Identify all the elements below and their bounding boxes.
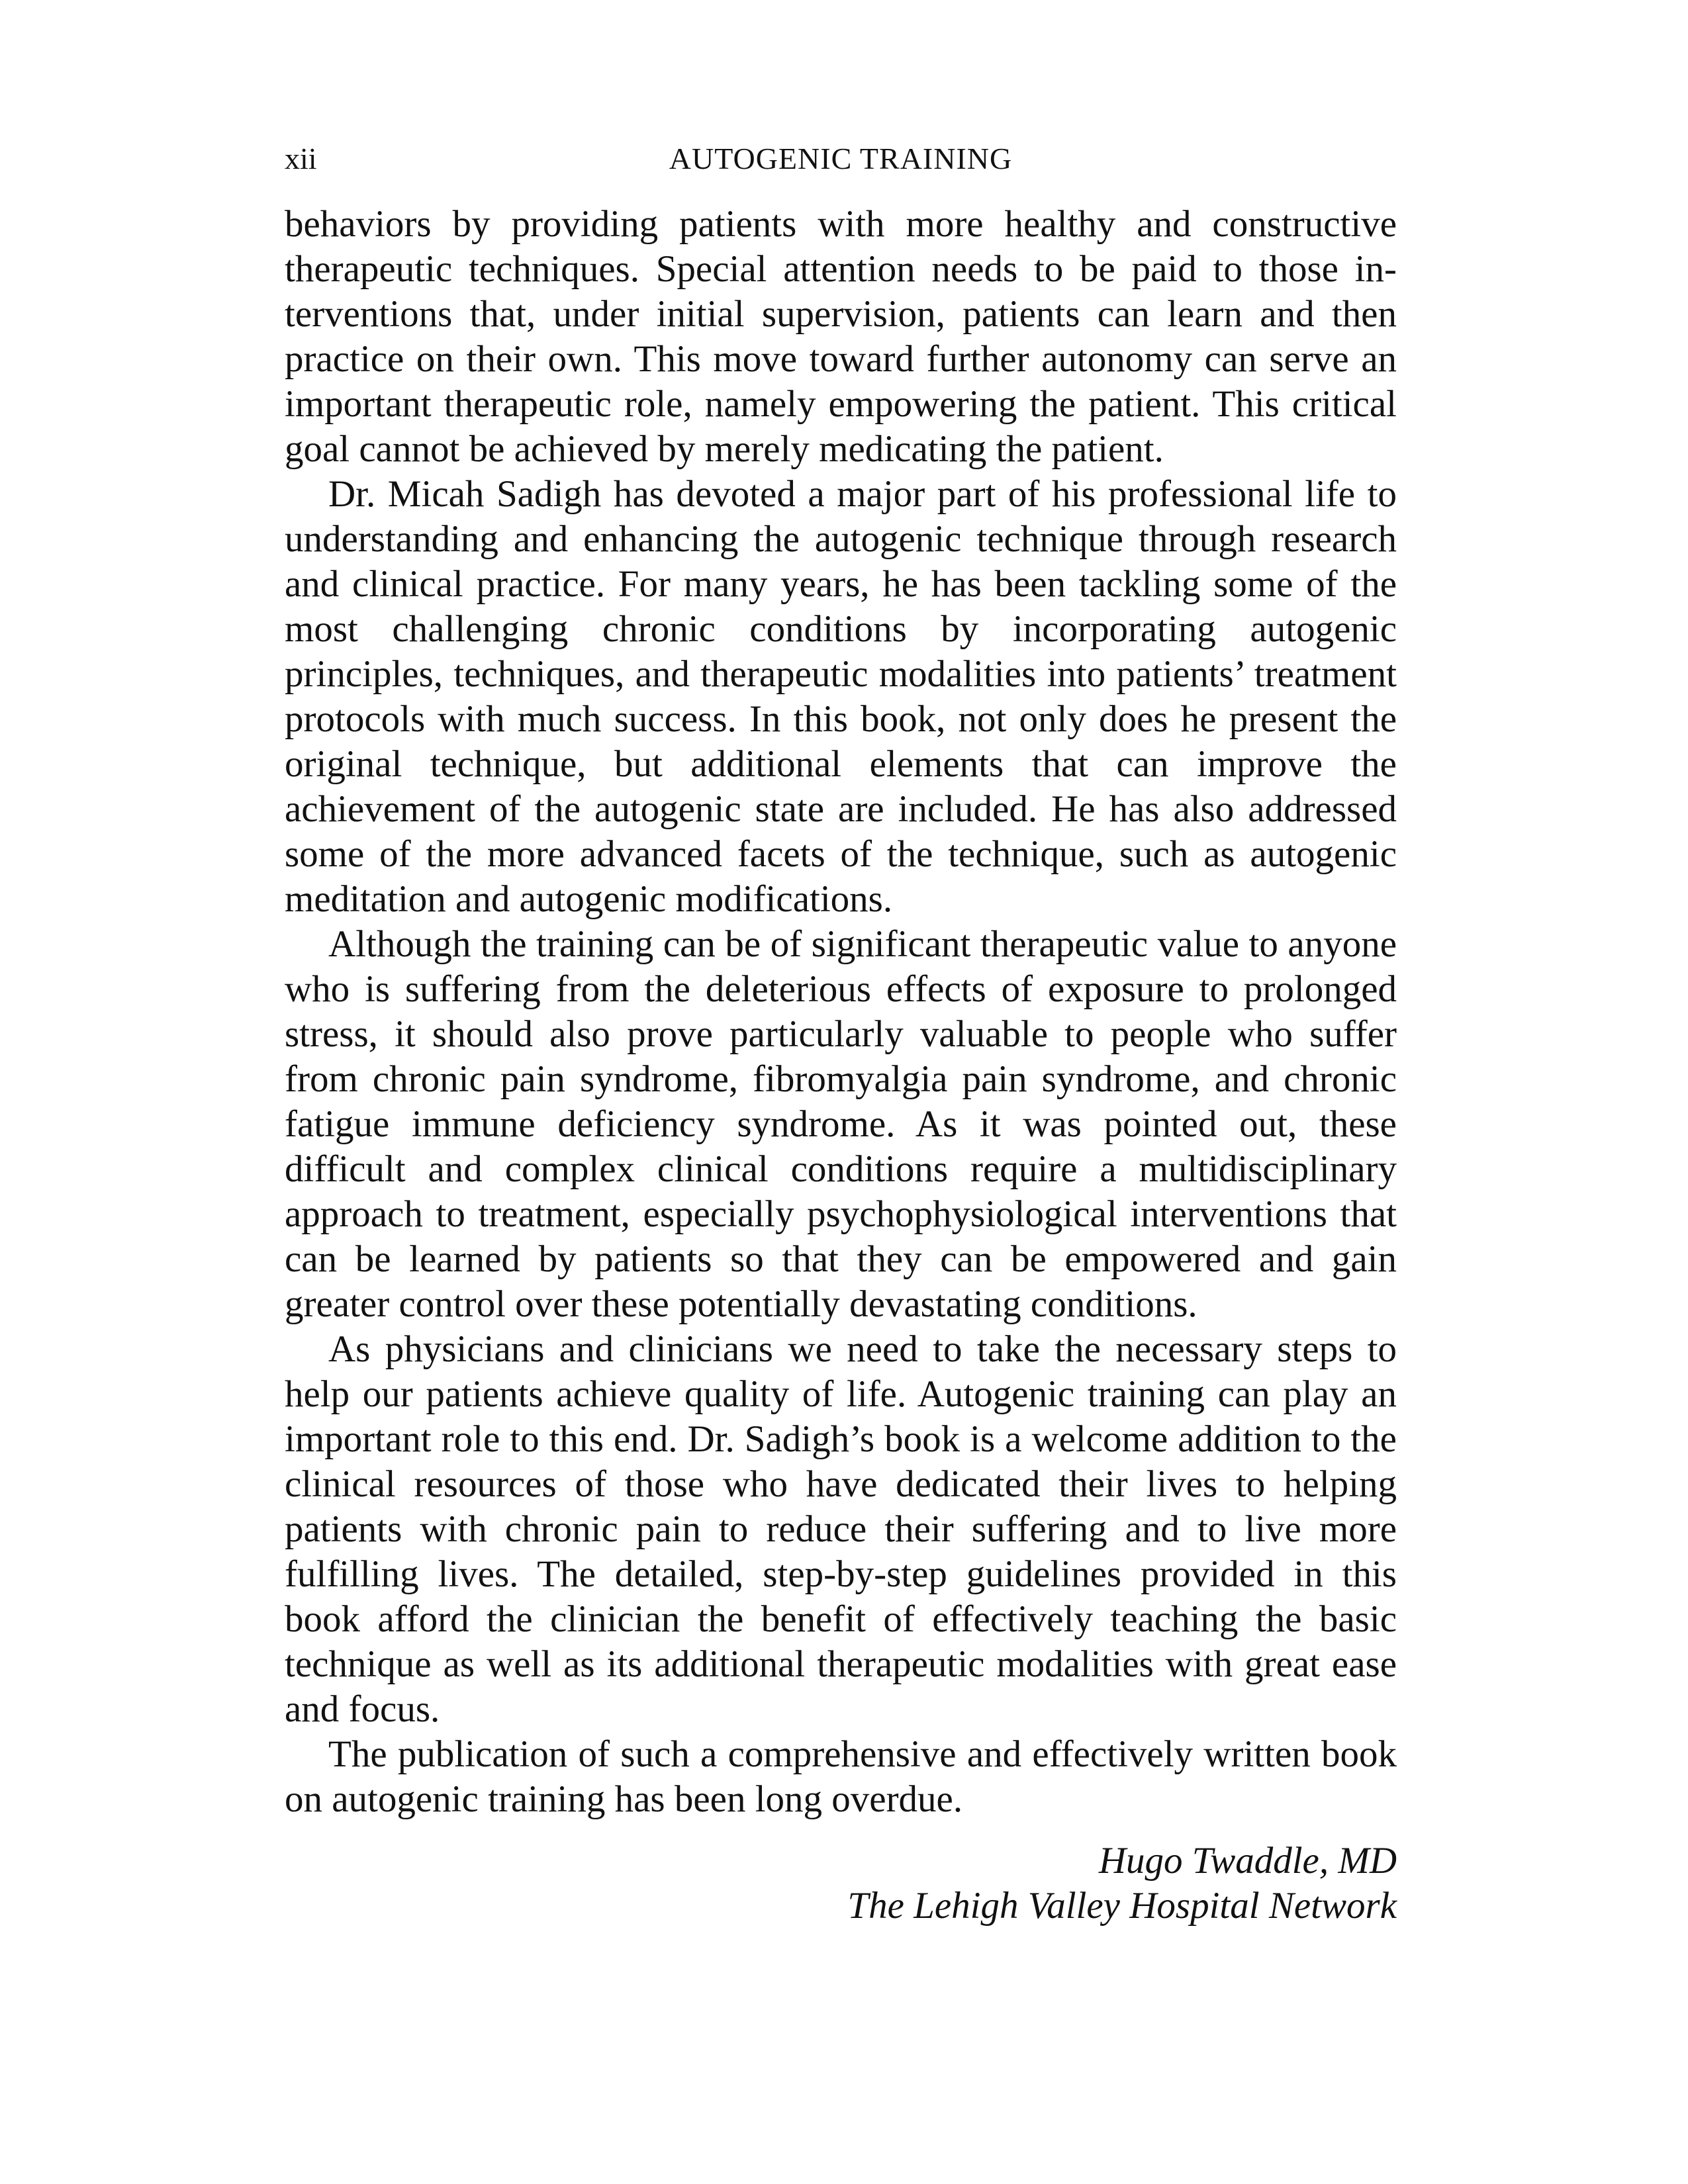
paragraph-continued: behaviors by providing patients with more healthy and constructive therapeutic techniques. Special attention needs to be paid to those interventions that, under initial supervision, patients can learn and then practice on their own. This move toward further autonomy can serve an important therapeutic role, namely empowering the patient. This critical goal cannot be achieved by merely medicating the patient. xyxy=(285,203,1397,470)
running-title: AUTOGENIC TRAINING xyxy=(669,142,1013,175)
signature-block xyxy=(285,1839,1397,1929)
running-head xyxy=(285,136,1397,182)
paragraph-training-value: Although the training can be of significant therapeutic value to anyone who is suffering from the deleterious effects of exposure to prolonged stress, it should also prove particularly valuable to people who suffer from chronic pain syndrome, fibromyalgia pain syndrome, and chronic fatigue immune deficiency syndrome. As it was pointed out, these difficult and complex clinical conditions require a multidisciplinary approach to treatment, especially psychophysiological interventions that can be learned by patients so that they can be empowered and gain greater control over these potentially devastating conditions. xyxy=(285,923,1397,1325)
signature-affiliation: The Lehigh Valley Hospital Network xyxy=(847,1885,1397,1927)
paragraph-physicians: As physicians and clinicians we need to take the necessary steps to help our patients achieve quality of life. Autogenic training can play an important role to this end. Dr. Sadigh’s book is a welcome addition to the clinical resources of those who have dedicated their lives to helping patients with chronic pain to reduce their suffering and to live more fulfilling lives. The detailed, step-by-step guidelines provided in this book afford the clinician the benefit of effectively teaching the basic technique as well as its additional therapeutic modalities with great ease and focus. xyxy=(285,1328,1397,1730)
body-text xyxy=(285,202,1397,1822)
paragraph-publication: The publication of such a comprehensive and effectively written book on autogenic training has been long overdue. xyxy=(285,1733,1397,1820)
paragraph-sadigh-work: Dr. Micah Sadigh has devoted a major part of his professional life to understanding and enhancing the autogenic technique through research and clinical practice. For many years, he has been tackling some of the most challenging chronic conditions by incorporating autogenic principles, techniques, and therapeutic modalities into patients’ treatment protocols with much success. In this book, not only does he present the original technique, but additional elements that can improve the achievement of the autogenic state are included. He has also addressed some of the more advanced facets of the technique, such as autogenic meditation and autogenic modifications. xyxy=(285,473,1397,920)
signature-name: Hugo Twaddle, MD xyxy=(1098,1840,1397,1882)
page-number: xii xyxy=(285,142,317,175)
